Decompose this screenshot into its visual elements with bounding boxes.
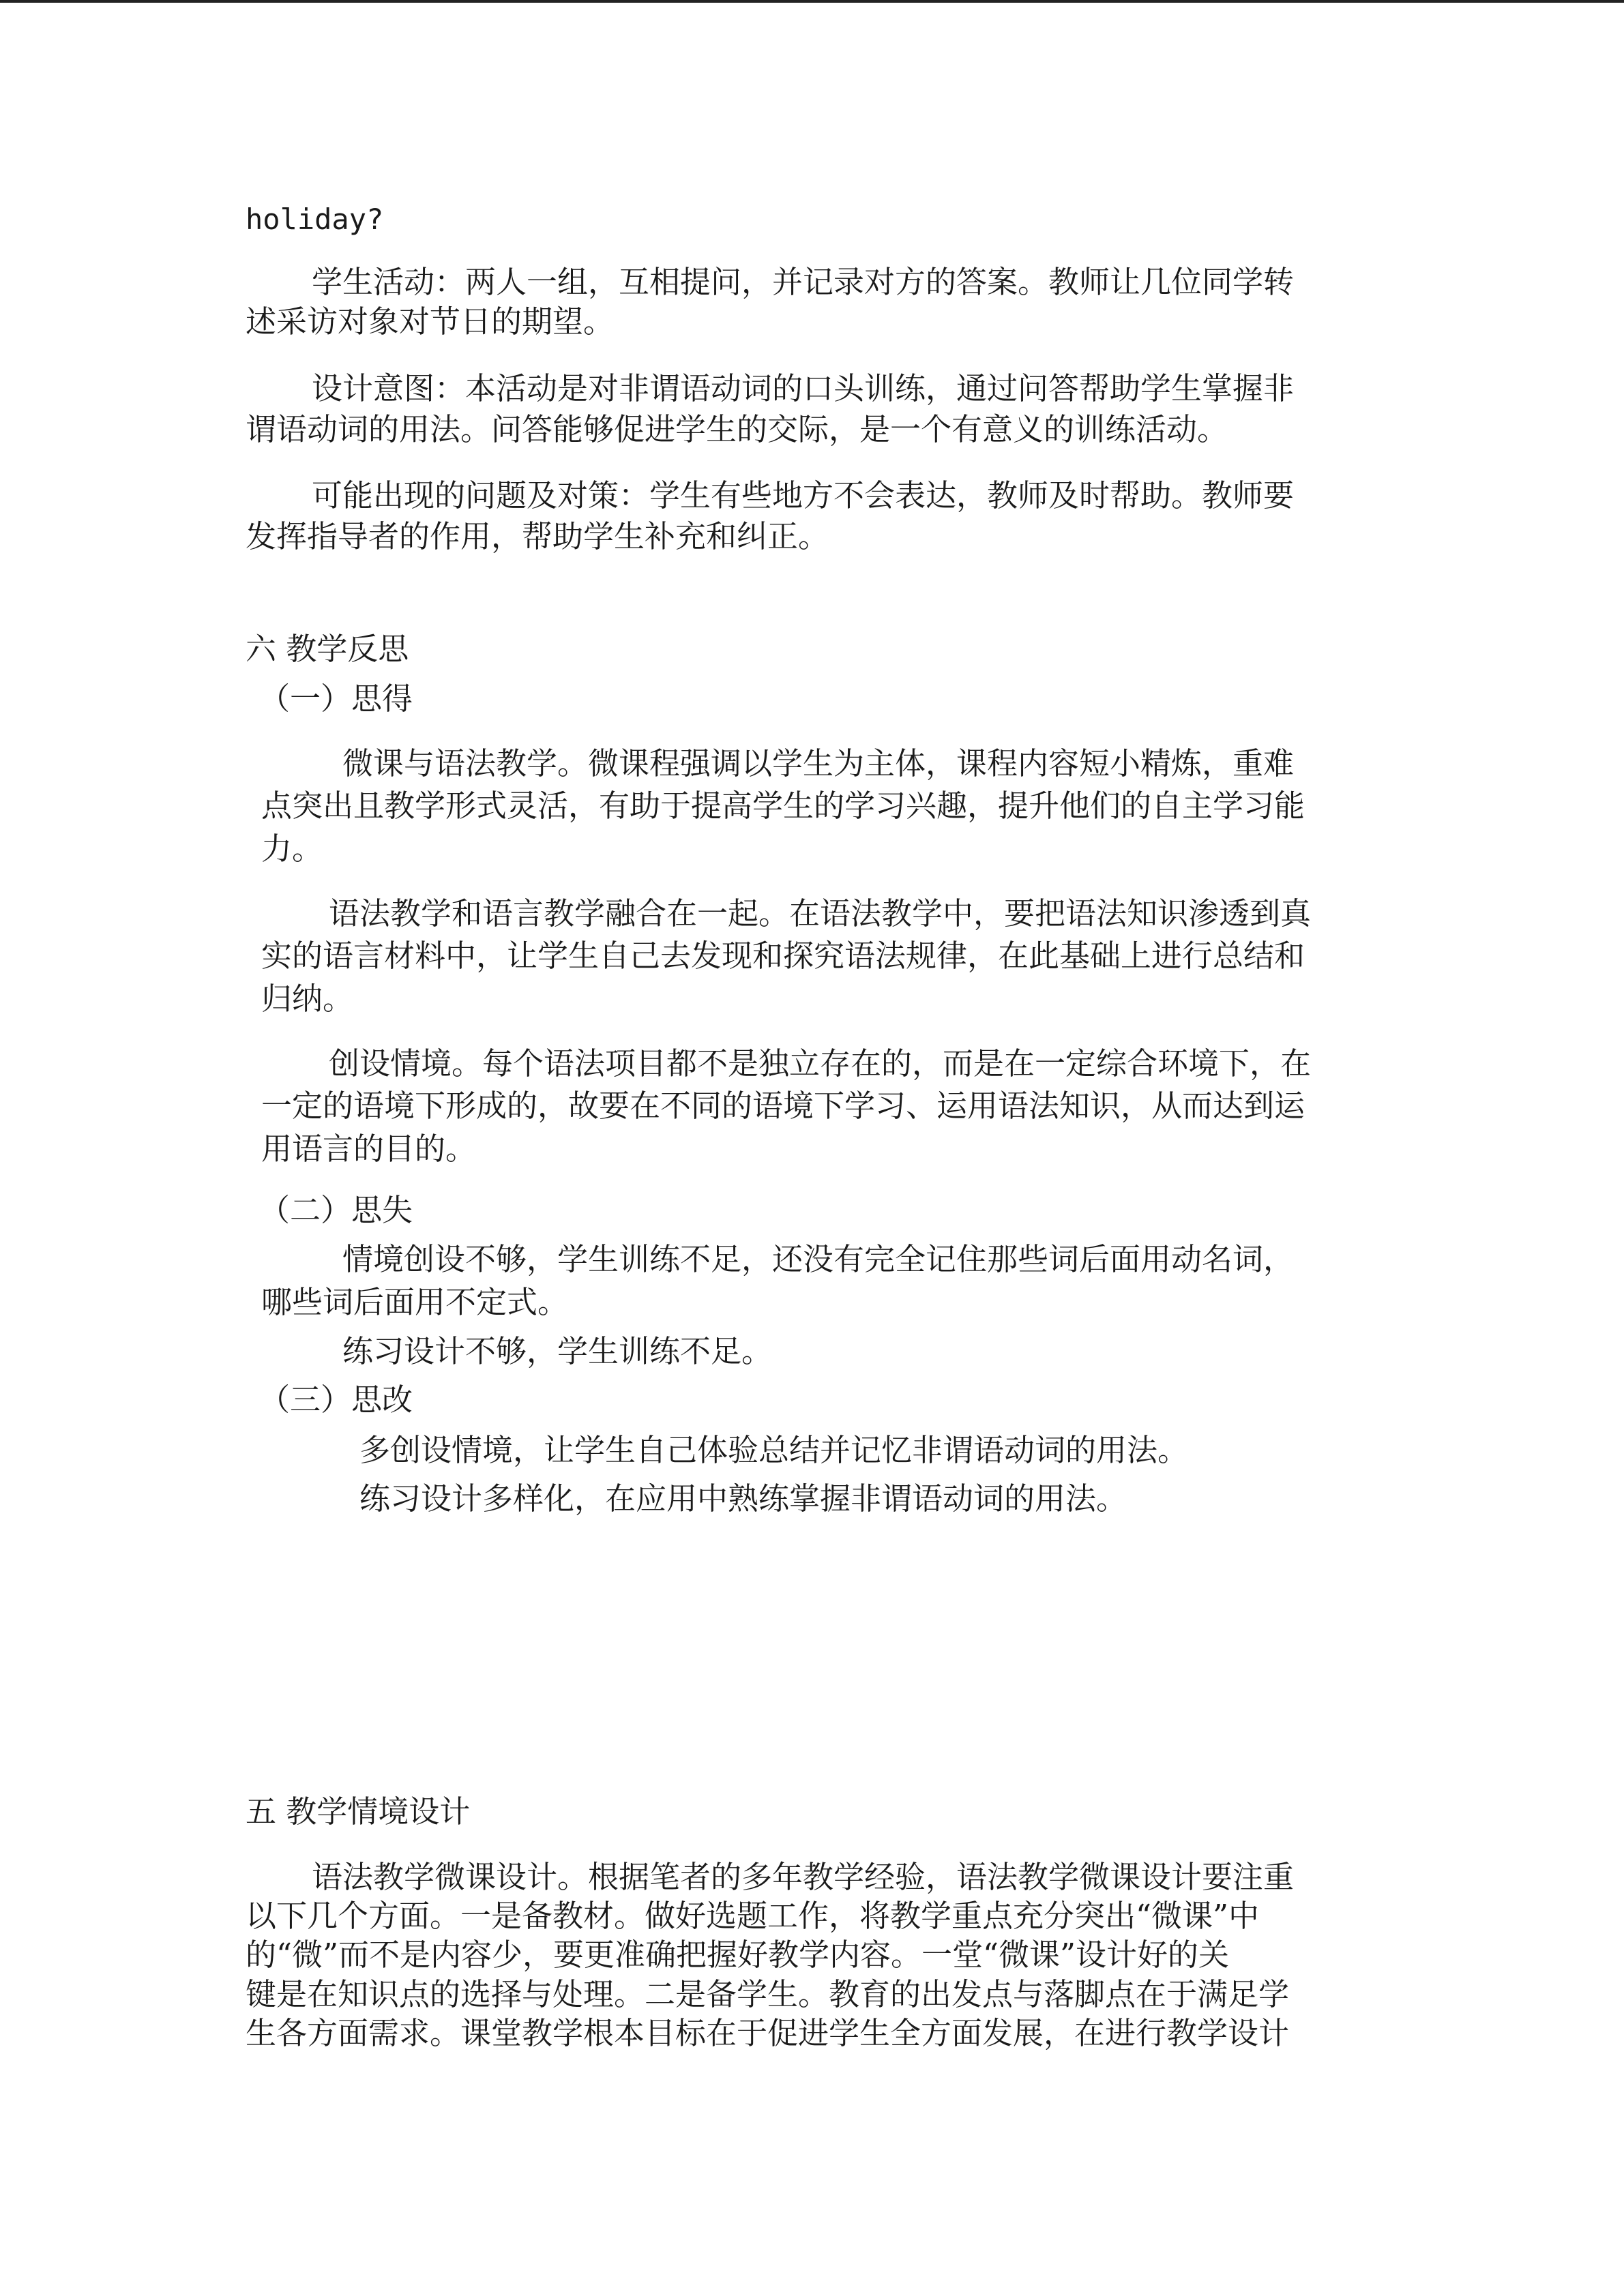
text-line: 微课与语法教学。微课程强调以学生为主体，课程内容短小精炼，重难 [342,745,1295,781]
section-heading: 五 教学情境设计 [246,1793,471,1830]
text-line: holiday? [246,203,384,236]
text-line: 点突出且教学形式灵活，有助于提高学生的学习兴趣，提升他们的自主学习能 [261,788,1305,824]
text-line: 谓语动词的用法。问答能够促进学生的交际，是一个有意义的训练活动。 [246,411,1228,447]
text-line: 创设情境。每个语法项目都不是独立存在的，而是在一定综合环境下，在 [329,1045,1312,1082]
text-line: 一定的语境下形成的，故要在不同的语境下学习、运用语法知识，从而达到运 [261,1088,1305,1124]
text-line: 归纳。 [261,981,354,1017]
text-line: 语法教学微课设计。根据笔者的多年教学经验，语法教学微课设计要注重 [312,1859,1295,1895]
text-line: 语法教学和语言教学融合在一起。在语法教学中，要把语法知识渗透到真 [329,895,1312,931]
text-line: 练习设计多样化，在应用中熟练掌握非谓语动词的用法。 [359,1480,1127,1517]
text-line: 实的语言材料中，让学生自己去发现和探究语法规律，在此基础上进行总结和 [261,938,1305,974]
subsection-heading: （二）思失 [259,1192,413,1228]
text-line: 设计意图：本活动是对非谓语动词的口头训练，通过问答帮助学生掌握非 [312,370,1295,406]
text-line: 哪些词后面用不定式。 [261,1284,569,1320]
text-line: 以下几个方面。一是备教材。做好选题工作，将教学重点充分突出“微课”中 [246,1898,1260,1934]
text-line: 生各方面需求。课堂教学根本目标在于促进学生全方面发展，在进行教学设计 [246,2015,1290,2051]
text-line: 用语言的目的。 [261,1131,477,1167]
text-line: 学生活动：两人一组，互相提问，并记录对方的答案。教师让几位同学转 [312,264,1295,300]
text-line: 述采访对象对节日的期望。 [246,303,615,340]
text-line: 键是在知识点的选择与处理。二是备学生。教育的出发点与落脚点在于满足学 [246,1976,1290,2012]
text-line: 练习设计不够，学生训练不足。 [342,1333,773,1369]
text-line: 力。 [261,831,323,867]
text-line: 可能出现的问题及对策：学生有些地方不会表达，教师及时帮助。教师要 [312,477,1295,513]
text-line: 的“微”而不是内容少，要更准确把握好教学内容。一堂“微课”设计好的关 [246,1937,1230,1973]
section-heading: 六 教学反思 [246,631,409,667]
text-line: 情境创设不够，学生训练不足，还没有完全记住那些词后面用动名词， [342,1241,1295,1277]
subsection-heading: （三）思改 [259,1382,413,1418]
subsection-heading: （一）思得 [259,681,413,717]
text-line: 发挥指导者的作用，帮助学生补充和纠正。 [246,518,829,554]
text-line: 多创设情境，让学生自己体验总结并记忆非谓语动词的用法。 [359,1432,1189,1468]
